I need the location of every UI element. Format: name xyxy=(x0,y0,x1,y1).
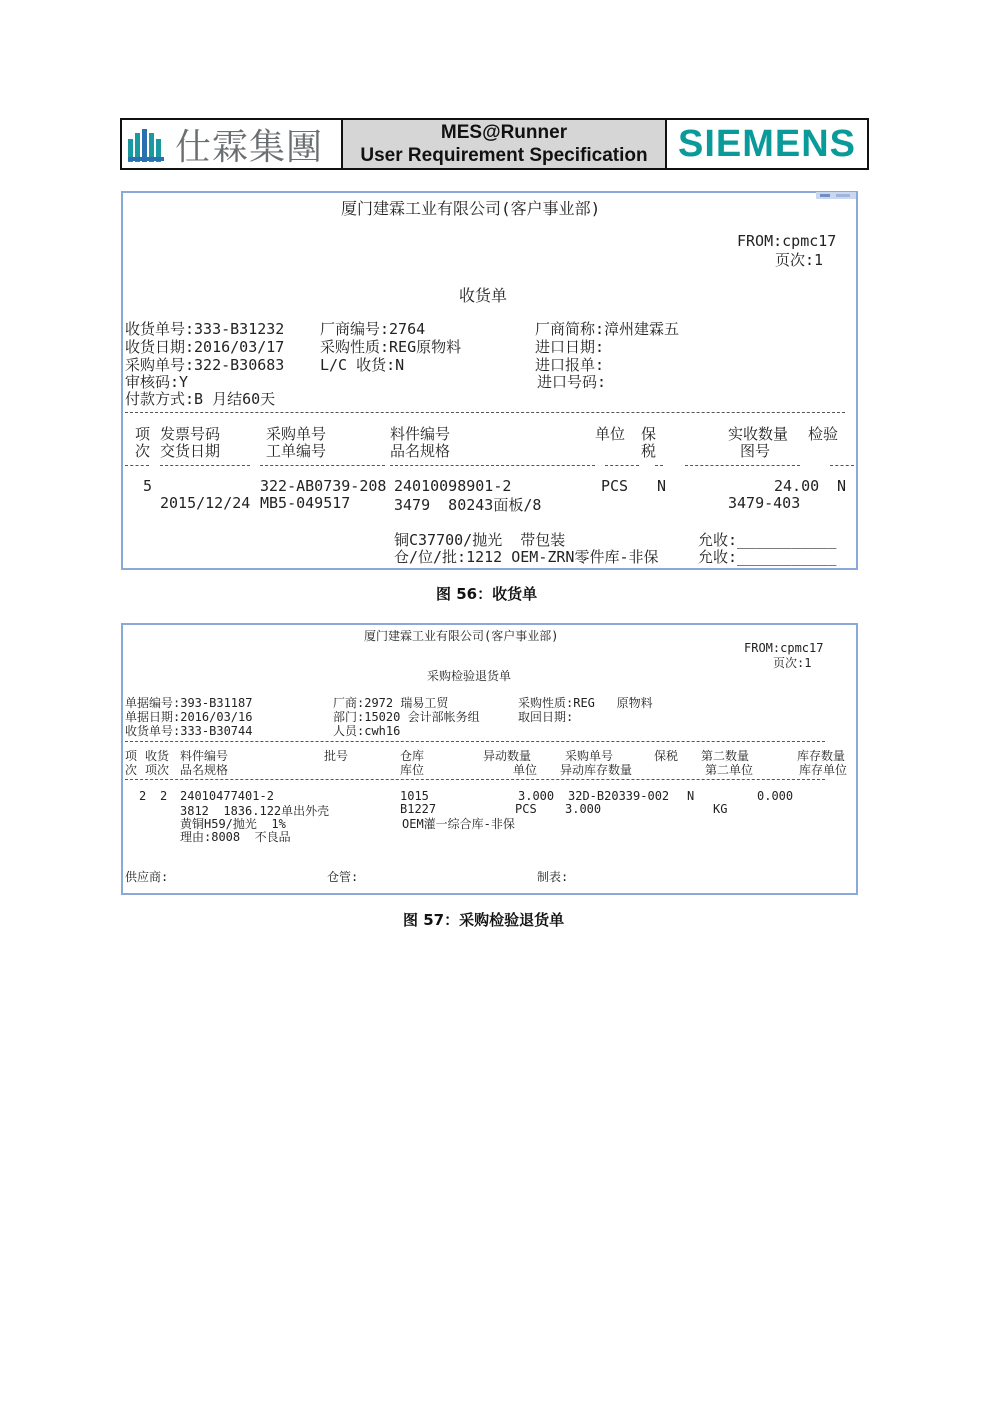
col-item-2: 次 xyxy=(125,763,138,777)
divider xyxy=(390,465,595,466)
divider xyxy=(685,465,800,466)
maker-signature: 制表: xyxy=(537,870,569,884)
receipt-form xyxy=(121,191,858,570)
divider xyxy=(125,465,149,466)
col-part-no: 料件编号 xyxy=(390,425,451,443)
col-po: 采购单号 xyxy=(565,749,614,763)
row-drawing-no: 3479-403 xyxy=(728,494,801,512)
row-part-no: 24010098901-2 xyxy=(394,477,512,495)
col-second-unit: 第二单位 xyxy=(705,763,754,777)
row-recv-item: 2 xyxy=(160,789,168,803)
payment-method: 付款方式:B 月结60天 xyxy=(125,390,276,408)
logo-text: 仕霖集團 xyxy=(175,126,324,168)
keeper-signature: 仓管: xyxy=(327,870,359,884)
row-po: 32D-B20339-002 xyxy=(568,789,670,803)
product-name: MES@Runner xyxy=(440,122,568,143)
col-spec: 品名规格 xyxy=(390,442,451,460)
doc-no: 单据编号:393-B31187 xyxy=(125,696,253,710)
from-label: FROM:cpmc17 xyxy=(737,232,837,250)
col-recv-item: 收货 xyxy=(145,749,170,763)
col-unit: 单位 xyxy=(595,425,626,443)
divider xyxy=(125,741,825,742)
col-delivery-date: 交货日期 xyxy=(160,442,221,460)
vendor: 厂商:2972 瑞易工贸 xyxy=(333,696,449,710)
figure-caption-57: 图 57：采购检验退货单 xyxy=(403,911,565,929)
accept-line-1: 允收:___________ xyxy=(698,531,837,549)
col-bonded: 保税 xyxy=(654,749,679,763)
vendor-short-name: 厂商简称:漳州建霖五 xyxy=(535,320,680,338)
from-label: FROM:cpmc17 xyxy=(744,641,824,655)
row-work-order: MB5-049517 xyxy=(260,494,351,512)
form-title: 采购检验退货单 xyxy=(427,669,512,683)
company-name: 厦门建霖工业有限公司(客户事业部) xyxy=(341,199,601,218)
col-stock-qty: 库存数量 xyxy=(797,749,846,763)
row-item: 5 xyxy=(143,477,153,495)
col-work-order: 工单编号 xyxy=(266,442,327,460)
import-no: 进口号码: xyxy=(537,373,607,391)
staff: 人员:cwh16 xyxy=(333,724,401,738)
document-header xyxy=(120,118,869,170)
company-name: 厦门建霖工业有限公司(客户事业部) xyxy=(364,629,559,643)
brand-logo: SIEMENS xyxy=(677,122,857,165)
receipt-date: 收货日期:2016/03/17 xyxy=(125,338,285,356)
row-location: B1227 xyxy=(400,802,437,816)
document-type: User Requirement Specification xyxy=(360,145,648,166)
row-bonded: N xyxy=(687,789,695,803)
col-lot: 批号 xyxy=(324,749,349,763)
col-po: 采购单号 xyxy=(266,425,327,443)
divider xyxy=(160,465,250,466)
divider xyxy=(655,465,663,466)
form-title: 收货单 xyxy=(459,286,508,305)
vendor-no: 厂商编号:2764 xyxy=(320,320,426,338)
divider xyxy=(830,465,854,466)
department: 部门:15020 会计部帐务组 xyxy=(333,710,480,724)
row-second-unit: KG xyxy=(713,802,728,816)
header-title-block xyxy=(343,120,667,168)
col-location: 库位 xyxy=(400,763,425,777)
row-spec: 3479 80243面板/8 xyxy=(394,496,542,514)
window-corner-icon xyxy=(816,192,856,200)
row-material: 黄铜H59/抛光 1% xyxy=(180,817,286,831)
divider xyxy=(125,412,845,413)
page-label: 页次:1 xyxy=(775,251,824,269)
col-unit: 单位 xyxy=(513,763,538,777)
row-delivery-date: 2015/12/24 xyxy=(160,494,251,512)
purchase-type: 采购性质:REG 原物料 xyxy=(518,696,653,710)
import-declaration: 进口报单: xyxy=(535,356,605,374)
col-recv-item-2: 项次 xyxy=(145,763,170,777)
import-date: 进口日期: xyxy=(535,338,605,356)
figure-caption-56: 图 56：收货单 xyxy=(436,585,538,603)
return-form xyxy=(121,623,858,895)
col-part-no: 料件编号 xyxy=(180,749,229,763)
row-qty: 24.00 xyxy=(774,477,820,495)
row-material: 铜C37700/抛光 带包装 xyxy=(394,531,566,549)
col-item: 项 xyxy=(125,749,138,763)
audit-code: 审核码:Y xyxy=(125,373,189,391)
col-stock-unit: 库存单位 xyxy=(799,763,848,777)
po-no: 采购单号:322-B30683 xyxy=(125,356,285,374)
col-item-2: 次 xyxy=(135,442,151,460)
accept-line-2: 允收:___________ xyxy=(698,548,837,566)
row-unit: PCS xyxy=(601,477,629,495)
divider xyxy=(260,465,385,466)
col-inspection: 检验 xyxy=(808,425,839,443)
row-item: 2 xyxy=(139,789,147,803)
row-bonded: N xyxy=(657,477,667,495)
col-invoice: 发票号码 xyxy=(160,425,221,443)
row-inspection: N xyxy=(837,477,847,495)
row-part-no: 24010477401-2 xyxy=(180,789,274,803)
col-bonded-2: 税 xyxy=(641,442,657,460)
row-location: 仓/位/批:1212 OEM-ZRN零件库-非保 xyxy=(394,548,659,566)
row-change-qty: 3.000 xyxy=(518,789,555,803)
row-stock-change-qty: 3.000 xyxy=(565,802,602,816)
col-stock-change-qty: 异动库存数量 xyxy=(560,763,633,777)
purchase-type: 采购性质:REG原物料 xyxy=(320,338,462,356)
row-unit: PCS xyxy=(515,802,537,816)
col-drawing-no: 图号 xyxy=(740,442,771,460)
divider xyxy=(125,779,825,780)
company-logo xyxy=(122,120,343,168)
retrieve-date: 取回日期: xyxy=(518,710,574,724)
divider xyxy=(605,465,639,466)
row-warehouse: 1015 xyxy=(400,789,429,803)
receipt-no: 收货单号:333-B30744 xyxy=(125,724,253,738)
col-bonded: 保 xyxy=(641,425,657,443)
supplier-signature: 供应商: xyxy=(125,870,169,884)
logo-mark-icon xyxy=(127,125,167,163)
row-spec: 3812 1836.122单出外壳 xyxy=(180,804,330,818)
col-received-qty: 实收数量 xyxy=(728,425,789,443)
col-item: 项 xyxy=(135,425,151,443)
row-reason: 理由:8008 不良品 xyxy=(180,830,291,844)
row-warehouse-name: OEM灌一综合库-非保 xyxy=(402,817,515,831)
doc-date: 单据日期:2016/03/16 xyxy=(125,710,253,724)
receipt-no: 收货单号:333-B31232 xyxy=(125,320,285,338)
page-label: 页次:1 xyxy=(773,656,812,670)
col-spec: 品名规格 xyxy=(180,763,229,777)
lc-receipt: L/C 收货:N xyxy=(320,356,405,374)
col-warehouse: 仓库 xyxy=(400,749,425,763)
col-second-qty: 第二数量 xyxy=(701,749,750,763)
col-change-qty: 异动数量 xyxy=(483,749,532,763)
row-po: 322-AB0739-208 xyxy=(260,477,387,495)
row-second-qty: 0.000 xyxy=(757,789,794,803)
